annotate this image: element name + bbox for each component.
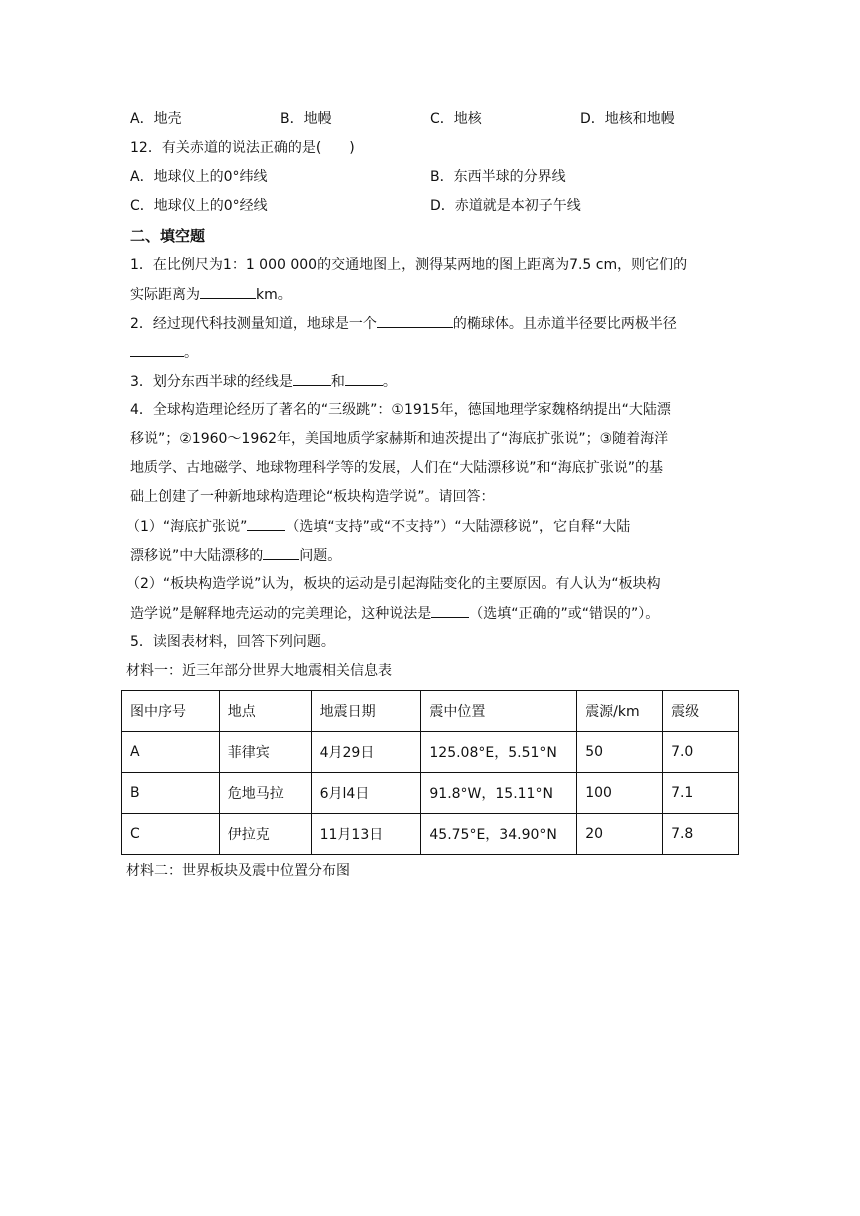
fill-2-text-b: 的椭球体。且赤道半径要比两极半径 (452, 316, 677, 332)
cell-date: 11月13日 (311, 814, 421, 855)
fill-4-sub-1-text-d: 问题。 (299, 548, 342, 564)
q12-stem: 12．有关赤道的说法正确的是( ) (130, 140, 355, 156)
cell-epicenter: 91.8°W，15.11°N (421, 773, 577, 814)
q12-option-b: B．东西半球的分界线 (430, 169, 566, 185)
cell-depth: 20 (577, 814, 663, 855)
fill-4-sub-2-line-1: （2）“板块构造学说”认为，板块的运动是引起海陆变化的主要原因。有人认为“板块构 (126, 576, 661, 592)
cell-depth: 100 (577, 773, 663, 814)
fill-2-line-1 (130, 313, 677, 334)
fill-1-line-1: 1．在比例尺为1：1 000 000的交通地图上，测得某两地的图上距离为7.5 cm，则它们的 (130, 257, 688, 273)
fill-4-sub-2-text-b: （选填“正确的”或“错误的”）。 (469, 606, 660, 622)
cell-magnitude: 7.8 (663, 814, 739, 855)
header-index: 图中序号 (122, 691, 220, 732)
table-header-row (122, 691, 739, 732)
header-magnitude: 震级 (663, 691, 739, 732)
fill-2-text-a: 2．经过现代科技测量知道，地球是一个 (130, 316, 377, 332)
header-epicenter: 震中位置 (421, 691, 577, 732)
fill-4-sub-1-text-b: （选填“支持”或“不支持”）“大陆漂移说”，它自释“大陆 (285, 519, 631, 535)
fill-3-text-b: 和 (330, 374, 345, 390)
cell-date: 6月l4日 (311, 773, 421, 814)
header-place: 地点 (219, 691, 311, 732)
fill-1-blank[interactable] (200, 284, 256, 299)
fill-2-text-c: 。 (184, 345, 198, 361)
fill-2-line-2 (130, 342, 198, 363)
fill-4-sub-1-line-1 (126, 516, 630, 537)
fill-4-sub-1-line-2 (130, 545, 341, 566)
q11-option-d: D．地核和地幔 (580, 111, 675, 127)
fill-4-sub-1-blank-2[interactable] (263, 545, 299, 560)
cell-magnitude: 7.0 (663, 732, 739, 773)
fill-3-blank-1[interactable] (293, 371, 331, 386)
cell-index: C (122, 814, 220, 855)
earthquake-table (121, 690, 739, 855)
fill-1-text-a: 实际距离为 (130, 287, 200, 303)
fill-3-blank-2[interactable] (345, 371, 383, 386)
q12-option-a: A．地球仪上的0°纬线 (130, 169, 268, 185)
q12-option-d: D．赤道就是本初子午线 (430, 198, 581, 214)
fill-3-text-c: 。 (382, 374, 397, 390)
fill-3-line (130, 371, 397, 392)
fill-2-blank-1[interactable] (377, 313, 453, 328)
fill-4-line-3: 地质学、古地磁学、地球物理科学等的发展，人们在“大陆漂移说”和“海底扩张说”的基 (130, 460, 664, 476)
fill-4-sub-2-blank[interactable] (431, 603, 469, 618)
q12-option-c: C．地球仪上的0°经线 (130, 198, 268, 214)
fill-5-stem: 5．读图表材料，回答下列问题。 (130, 634, 335, 650)
fill-4-line-4: 础上创建了一种新地球构造理论“板块构造学说”。请回答： (130, 489, 495, 505)
cell-place: 伊拉克 (219, 814, 311, 855)
fill-4-sub-2-text-a: 造学说”是解释地壳运动的完美理论，这种说法是 (130, 606, 432, 622)
cell-place: 危地马拉 (219, 773, 311, 814)
table-row (122, 732, 739, 773)
fill-1-text-b: km。 (256, 287, 292, 303)
cell-magnitude: 7.1 (663, 773, 739, 814)
cell-place: 菲律宾 (219, 732, 311, 773)
fill-4-sub-2-line-2 (130, 603, 659, 624)
q11-option-a: A．地壳 (130, 111, 182, 127)
fill-4-line-2: 移说”；②1960～1962年，美国地质学家赫斯和迪茨提出了“海底扩张说”；③随着海洋 (130, 431, 669, 447)
q11-option-b: B．地幔 (280, 111, 332, 127)
q11-option-c: C．地核 (430, 111, 482, 127)
table-row (122, 814, 739, 855)
cell-index: A (122, 732, 220, 773)
material-2-caption: 材料二：世界板块及震中位置分布图 (126, 863, 350, 879)
material-1-caption: 材料一：近三年部分世界大地震相关信息表 (126, 663, 392, 679)
fill-3-text-a: 3．划分东西半球的经线是 (130, 374, 293, 390)
section-title: 二、填空题 (130, 227, 206, 245)
cell-depth: 50 (577, 732, 663, 773)
header-date: 地震日期 (311, 691, 421, 732)
cell-epicenter: 45.75°E，34.90°N (421, 814, 577, 855)
fill-4-sub-1-text-a: （1）“海底扩张说” (126, 519, 248, 535)
fill-1-line-2 (130, 284, 292, 305)
cell-date: 4月29日 (311, 732, 421, 773)
fill-4-line-1: 4．全球构造理论经历了著名的“三级跳”：①1915年，德国地理学家魏格纳提出“大陆漂 (130, 402, 671, 418)
table-row (122, 773, 739, 814)
header-depth: 震源/km (577, 691, 663, 732)
fill-2-blank-2[interactable] (130, 342, 184, 357)
cell-index: B (122, 773, 220, 814)
cell-epicenter: 125.08°E，5.51°N (421, 732, 577, 773)
fill-4-sub-1-text-c: 漂移说”中大陆漂移的 (130, 548, 264, 564)
fill-4-sub-1-blank-1[interactable] (247, 516, 285, 531)
